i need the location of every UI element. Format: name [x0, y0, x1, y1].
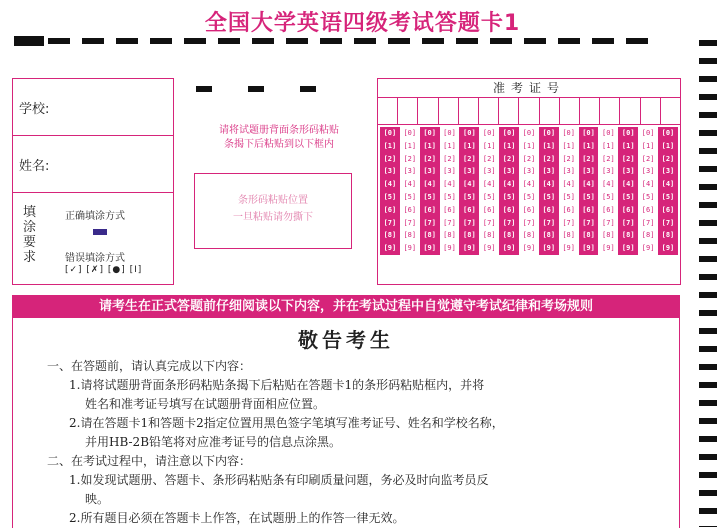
digit-bubble[interactable]: [7]	[383, 218, 397, 227]
digit-bubble[interactable]: [9]	[502, 244, 516, 253]
digit-bubble[interactable]: [3]	[443, 167, 456, 176]
exam-number-cell[interactable]	[459, 98, 479, 124]
digit-bubble[interactable]: [6]	[482, 205, 496, 214]
digit-bubble[interactable]: [9]	[562, 244, 575, 253]
exam-number-cell[interactable]	[580, 98, 600, 124]
digit-bubble[interactable]: [8]	[423, 231, 436, 240]
digit-bubble[interactable]: [5]	[602, 192, 615, 201]
digit-bubble[interactable]: [1]	[443, 141, 456, 150]
digit-bubble[interactable]: [8]	[582, 231, 595, 240]
digit-bubble[interactable]: [1]	[542, 141, 556, 150]
digit-bubble[interactable]: [3]	[482, 167, 496, 176]
exam-number-column	[519, 127, 539, 255]
digit-bubble[interactable]: [9]	[383, 244, 397, 253]
digit-bubble[interactable]: [6]	[582, 205, 595, 214]
correct-fill-mark	[93, 229, 107, 235]
digit-bubble[interactable]: [4]	[542, 180, 556, 189]
digit-bubble[interactable]: [1]	[522, 141, 536, 150]
digit-bubble[interactable]: [3]	[562, 167, 575, 176]
digit-bubble[interactable]: [4]	[403, 180, 417, 189]
digit-bubble[interactable]: [5]	[522, 192, 536, 201]
digit-bubble[interactable]: [5]	[403, 192, 417, 201]
digit-bubble[interactable]: [4]	[621, 180, 635, 189]
digit-bubble[interactable]: [2]	[661, 154, 675, 163]
digit-bubble[interactable]: [2]	[621, 154, 635, 163]
digit-bubble[interactable]: [0]	[562, 129, 575, 137]
exam-number-column	[559, 127, 579, 255]
digit-bubble[interactable]: [4]	[482, 180, 496, 189]
digit-bubble[interactable]: [6]	[661, 205, 675, 214]
digit-bubble[interactable]: [7]	[602, 218, 615, 227]
digit-bubble[interactable]: [1]	[383, 141, 397, 150]
exam-number-box	[377, 78, 681, 285]
digit-bubble[interactable]: [0]	[621, 129, 635, 137]
notice-line: 二、在考试过程中，请注意以下内容：	[47, 454, 252, 468]
digit-bubble[interactable]: [2]	[502, 154, 516, 163]
digit-bubble[interactable]: [2]	[423, 154, 436, 163]
fill-title: 填涂要求	[23, 205, 37, 265]
digit-bubble[interactable]: [7]	[661, 218, 675, 227]
barcode-marks	[196, 86, 316, 92]
digit-bubble[interactable]: [2]	[582, 154, 595, 163]
digit-bubble[interactable]: [8]	[463, 231, 476, 240]
digit-bubble[interactable]: [7]	[423, 218, 436, 227]
exam-number-cell[interactable]	[479, 98, 499, 124]
exam-number-column	[598, 127, 618, 255]
digit-bubble[interactable]: [8]	[542, 231, 556, 240]
notice-line: 1.如发现试题册、答题卡、条形码粘贴条有印刷质量问题，务必及时向监考员反	[69, 473, 489, 487]
digit-bubble[interactable]: [5]	[582, 192, 595, 201]
digit-bubble[interactable]: [5]	[443, 192, 456, 201]
digit-bubble[interactable]: [9]	[641, 244, 655, 253]
digit-bubble[interactable]: [0]	[482, 129, 496, 137]
notice-lines	[13, 357, 679, 528]
school-field[interactable]	[13, 79, 173, 136]
digit-bubble[interactable]: [4]	[423, 180, 436, 189]
digit-bubble[interactable]: [8]	[641, 231, 655, 240]
exam-number-cell[interactable]	[661, 98, 680, 124]
digit-bubble[interactable]: [9]	[661, 244, 675, 253]
digit-bubble[interactable]: [0]	[582, 129, 595, 137]
notice-line: 并用HB-2B铅笔将对应准考证号的信息点涂黑。	[85, 435, 342, 449]
notice-line: 2.所有题目必须在答题卡上作答，在试题册上的作答一律无效。	[69, 511, 405, 525]
digit-bubble[interactable]: [3]	[463, 167, 476, 176]
digit-bubble[interactable]: [5]	[502, 192, 516, 201]
digit-bubble[interactable]: [2]	[443, 154, 456, 163]
digit-bubble[interactable]: [1]	[602, 141, 615, 150]
exam-number-bubble-grid	[378, 125, 680, 255]
digit-bubble[interactable]: [9]	[582, 244, 595, 253]
digit-bubble[interactable]: [1]	[463, 141, 476, 150]
digit-bubble[interactable]: [7]	[621, 218, 635, 227]
digit-bubble[interactable]: [9]	[602, 244, 615, 253]
exam-number-column	[440, 127, 460, 255]
digit-bubble[interactable]: [0]	[641, 129, 655, 137]
personal-info-box	[12, 78, 174, 285]
digit-bubble[interactable]: [3]	[641, 167, 655, 176]
digit-bubble[interactable]: [6]	[641, 205, 655, 214]
digit-bubble[interactable]: [3]	[502, 167, 516, 176]
barcode-instruction-line: 条揭下后粘贴到以下框内	[224, 139, 334, 150]
wrong-fill-examples: [✓] [✗] [●] [I]	[65, 265, 143, 275]
digit-bubble[interactable]: [3]	[542, 167, 556, 176]
exam-number-column	[400, 127, 420, 255]
digit-bubble[interactable]: [1]	[502, 141, 516, 150]
digit-bubble[interactable]: [5]	[621, 192, 635, 201]
digit-bubble[interactable]: [1]	[562, 141, 575, 150]
digit-bubble[interactable]: [8]	[602, 231, 615, 240]
digit-bubble[interactable]: [0]	[542, 129, 556, 137]
digit-bubble[interactable]: [2]	[403, 154, 417, 163]
exam-number-cell[interactable]	[620, 98, 640, 124]
barcode-instruction	[188, 124, 370, 152]
card-title: 全国大学英语四级考试答题卡1	[204, 11, 521, 36]
digit-bubble[interactable]: [5]	[661, 192, 675, 201]
notice-banner: 请考生在正式答题前仔细阅读以下内容，并在考试过程中自觉遵守考试纪律和考场规则	[13, 296, 679, 318]
digit-bubble[interactable]: [6]	[602, 205, 615, 214]
digit-bubble[interactable]: [5]	[482, 192, 496, 201]
digit-bubble[interactable]: [6]	[502, 205, 516, 214]
digit-bubble[interactable]: [0]	[502, 129, 516, 137]
barcode-line-2: 一旦粘贴请勿撕下	[233, 212, 313, 223]
name-field[interactable]	[13, 136, 173, 193]
digit-bubble[interactable]: [3]	[582, 167, 595, 176]
digit-bubble[interactable]: [9]	[621, 244, 635, 253]
digit-bubble[interactable]: [1]	[482, 141, 496, 150]
digit-bubble[interactable]: [0]	[383, 129, 397, 137]
digit-bubble[interactable]: [4]	[602, 180, 615, 189]
digit-bubble[interactable]: [2]	[641, 154, 655, 163]
exam-number-column	[380, 127, 400, 255]
digit-bubble[interactable]: [7]	[582, 218, 595, 227]
notice-line: 姓名和准考证号填写在试题册背面相应位置。	[85, 397, 326, 411]
digit-bubble[interactable]: [1]	[641, 141, 655, 150]
digit-bubble[interactable]: [3]	[403, 167, 417, 176]
exam-number-column	[479, 127, 499, 255]
digit-bubble[interactable]: [4]	[443, 180, 456, 189]
digit-bubble[interactable]: [5]	[423, 192, 436, 201]
digit-bubble[interactable]: [0]	[443, 129, 456, 137]
school-label: 学校:	[19, 101, 50, 117]
digit-bubble[interactable]: [6]	[621, 205, 635, 214]
digit-bubble[interactable]: [1]	[423, 141, 436, 150]
digit-bubble[interactable]: [8]	[621, 231, 635, 240]
exam-number-cell[interactable]	[418, 98, 438, 124]
digit-bubble[interactable]: [5]	[562, 192, 575, 201]
barcode-instruction-line: 请将试题册背面条形码粘贴	[219, 125, 339, 136]
digit-bubble[interactable]: [2]	[562, 154, 575, 163]
digit-bubble[interactable]: [9]	[423, 244, 436, 253]
digit-bubble[interactable]: [7]	[562, 218, 575, 227]
exam-number-column	[638, 127, 658, 255]
digit-bubble[interactable]: [4]	[463, 180, 476, 189]
digit-bubble[interactable]: [7]	[403, 218, 417, 227]
digit-bubble[interactable]: [9]	[403, 244, 417, 253]
digit-bubble[interactable]: [6]	[542, 205, 556, 214]
wrong-fill-label: 错误填涂方式	[65, 253, 125, 264]
exam-number-cell[interactable]	[499, 98, 519, 124]
digit-bubble[interactable]: [9]	[482, 244, 496, 253]
digit-bubble[interactable]: [3]	[661, 167, 675, 176]
digit-bubble[interactable]: [3]	[383, 167, 397, 176]
exam-number-label: 准考证号	[378, 79, 680, 98]
digit-bubble[interactable]: [8]	[522, 231, 536, 240]
exam-number-cell[interactable]	[519, 98, 539, 124]
barcode-area	[194, 173, 352, 249]
digit-bubble[interactable]: [0]	[403, 129, 417, 137]
exam-number-cell[interactable]	[600, 98, 620, 124]
digit-bubble[interactable]: [0]	[423, 129, 436, 137]
fill-instructions	[13, 193, 173, 285]
digit-bubble[interactable]: [1]	[621, 141, 635, 150]
digit-bubble[interactable]: [2]	[482, 154, 496, 163]
digit-bubble[interactable]: [3]	[522, 167, 536, 176]
exam-number-column	[420, 127, 440, 255]
digit-bubble[interactable]: [2]	[522, 154, 536, 163]
notice-line: 2.请在答题卡1和答题卡2指定位置用黑色签字笔填写准考证号、姓名和学校名称，	[69, 416, 504, 430]
digit-bubble[interactable]: [4]	[582, 180, 595, 189]
digit-bubble[interactable]: [9]	[522, 244, 536, 253]
digit-bubble[interactable]: [4]	[383, 180, 397, 189]
digit-bubble[interactable]: [8]	[403, 231, 417, 240]
digit-bubble[interactable]: [6]	[522, 205, 536, 214]
digit-bubble[interactable]: [6]	[443, 205, 456, 214]
top-timing-marks	[14, 38, 654, 44]
digit-bubble[interactable]: [2]	[383, 154, 397, 163]
digit-bubble[interactable]: [6]	[463, 205, 476, 214]
digit-bubble[interactable]: [8]	[661, 231, 675, 240]
digit-bubble[interactable]: [0]	[463, 129, 476, 137]
exam-number-column	[459, 127, 479, 255]
notice-line: 一、在答题前，请认真完成以下内容：	[47, 359, 252, 373]
exam-number-write-cells	[378, 98, 680, 125]
digit-bubble[interactable]: [7]	[522, 218, 536, 227]
digit-bubble[interactable]: [5]	[542, 192, 556, 201]
digit-bubble[interactable]: [6]	[383, 205, 397, 214]
digit-bubble[interactable]: [1]	[661, 141, 675, 150]
digit-bubble[interactable]: [2]	[463, 154, 476, 163]
correct-fill-label: 正确填涂方式	[65, 211, 125, 222]
exam-number-cell[interactable]	[540, 98, 560, 124]
digit-bubble[interactable]: [5]	[383, 192, 397, 201]
digit-bubble[interactable]: [7]	[542, 218, 556, 227]
exam-number-cell[interactable]	[439, 98, 459, 124]
digit-bubble[interactable]: [6]	[403, 205, 417, 214]
digit-bubble[interactable]: [9]	[542, 244, 556, 253]
notice-heading: 敬告考生	[298, 328, 394, 352]
exam-number-cell[interactable]	[560, 98, 580, 124]
digit-bubble[interactable]: [8]	[482, 231, 496, 240]
digit-bubble[interactable]: [7]	[482, 218, 496, 227]
digit-bubble[interactable]: [1]	[403, 141, 417, 150]
digit-bubble[interactable]: [5]	[641, 192, 655, 201]
exam-number-column	[539, 127, 559, 255]
exam-number-cell[interactable]	[398, 98, 418, 124]
exam-number-column	[579, 127, 599, 255]
digit-bubble[interactable]: [3]	[423, 167, 436, 176]
digit-bubble[interactable]: [7]	[463, 218, 476, 227]
digit-bubble[interactable]: [8]	[443, 231, 456, 240]
digit-bubble[interactable]: [8]	[383, 231, 397, 240]
digit-bubble[interactable]: [3]	[602, 167, 615, 176]
exam-number-cell[interactable]	[641, 98, 661, 124]
digit-bubble[interactable]: [4]	[502, 180, 516, 189]
side-timing-marks	[699, 40, 717, 527]
barcode-line-1: 条形码粘贴位置	[238, 195, 308, 206]
digit-bubble[interactable]: [4]	[661, 180, 675, 189]
notice-section	[12, 295, 680, 528]
digit-bubble[interactable]: [2]	[542, 154, 556, 163]
digit-bubble[interactable]: [9]	[463, 244, 476, 253]
digit-bubble[interactable]: [7]	[641, 218, 655, 227]
digit-bubble[interactable]: [8]	[562, 231, 575, 240]
digit-bubble[interactable]: [0]	[661, 129, 675, 137]
digit-bubble[interactable]: [0]	[522, 129, 536, 137]
exam-number-column	[618, 127, 638, 255]
digit-bubble[interactable]: [4]	[562, 180, 575, 189]
exam-number-cell[interactable]	[378, 98, 398, 124]
digit-bubble[interactable]: [8]	[502, 231, 516, 240]
digit-bubble[interactable]: [4]	[641, 180, 655, 189]
digit-bubble[interactable]: [6]	[423, 205, 436, 214]
name-label: 姓名:	[19, 158, 50, 174]
notice-line: 映。	[85, 492, 110, 506]
digit-bubble[interactable]: [1]	[582, 141, 595, 150]
digit-bubble[interactable]: [6]	[562, 205, 575, 214]
digit-bubble[interactable]: [4]	[522, 180, 536, 189]
exam-number-column	[499, 127, 519, 255]
exam-number-column	[658, 127, 678, 255]
digit-bubble[interactable]: [0]	[602, 129, 615, 137]
digit-bubble[interactable]: [5]	[463, 192, 476, 201]
digit-bubble[interactable]: [7]	[502, 218, 516, 227]
digit-bubble[interactable]: [2]	[602, 154, 615, 163]
digit-bubble[interactable]: [3]	[621, 167, 635, 176]
notice-line: 1.请将试题册背面条形码粘贴条揭下后粘贴在答题卡1的条形码粘贴框内，并将	[69, 378, 485, 392]
digit-bubble[interactable]: [9]	[443, 244, 456, 253]
digit-bubble[interactable]: [7]	[443, 218, 456, 227]
